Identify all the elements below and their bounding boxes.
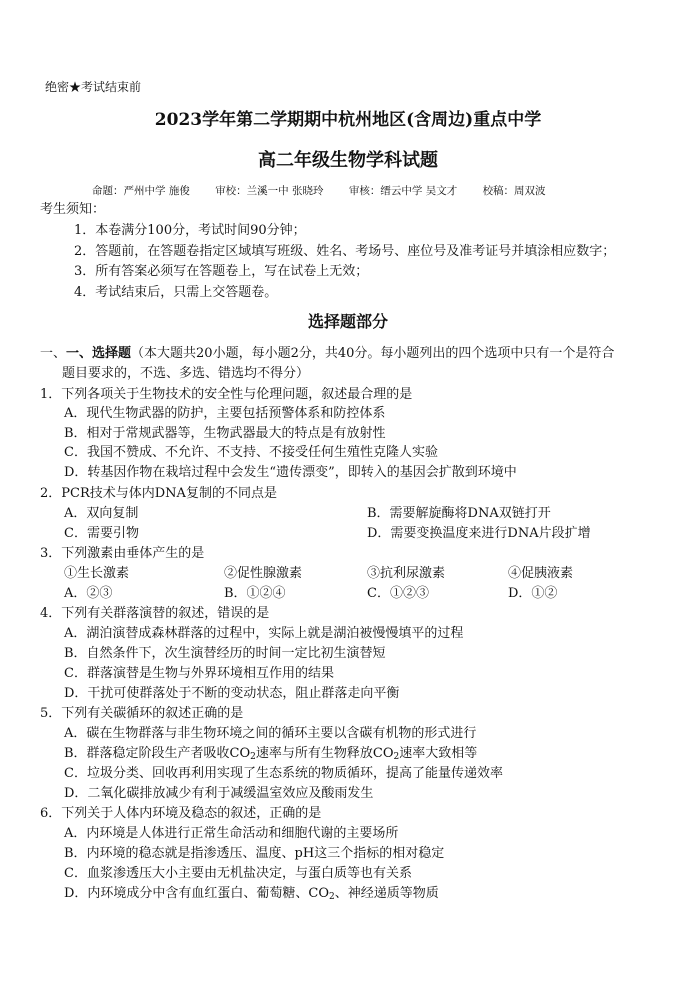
- credits-line: [92, 182, 568, 200]
- part-text-continued: 题目要求的，不选、多选、错选均不得分）: [62, 366, 310, 381]
- option-a: A．内环境是人体进行正常生命活动和细胞代谢的主要场所: [64, 826, 399, 841]
- option-a: A．双向复制: [64, 506, 139, 521]
- option-c: C．需要引物: [64, 526, 139, 541]
- notice-item: 4．考试结束后，只需上交答题卷。: [74, 285, 278, 300]
- option-b: B．自然条件下，次生演替经历的时间一定比初生演替短: [64, 646, 386, 661]
- credit-author: 命题：严州中学 施俊: [92, 185, 190, 197]
- option-c: C．血浆渗透压大小主要由无机盐决定，与蛋白质等也有关系: [64, 866, 412, 881]
- credit-reviewer: 审校：兰溪一中 张晓玲: [215, 185, 324, 197]
- question-stem: 3．下列激素由垂体产生的是: [40, 546, 205, 561]
- option-d: D．需要变换温度来进行DNA片段扩增: [367, 526, 591, 541]
- option-b: B．群落稳定阶段生产者吸收$CO_2$速率与所有生物释放$CO_2$速率大致相等: [64, 746, 478, 762]
- option-c: C．垃圾分类、回收再利用实现了生态系统的物质循环，提高了能量传递效率: [64, 766, 503, 781]
- option-d: D．①②: [508, 586, 558, 601]
- choice-item: ③抗利尿激素: [367, 566, 446, 581]
- option-c: C．我国不赞成、不允许、不支持、不接受任何生殖性克隆人实验: [64, 445, 438, 460]
- option-a: A．湖泊演替成森林群落的过程中，实际上就是湖泊被慢慢填平的过程: [64, 626, 464, 641]
- option-d: D．转基因作物在栽培过程中会发生“遗传漂变”，即转入的基因会扩散到环境中: [64, 465, 517, 480]
- choice-item: ①生长激素: [64, 566, 130, 581]
- credit-checker: 审核：缙云中学 吴文才: [348, 185, 458, 197]
- option-d: D．干扰可使群落处于不断的变动状态，阻止群落走向平衡: [64, 686, 400, 701]
- notice-item: 2．答题前，在答题卷指定区域填写班级、姓名、考场号、座位号及准考证号并填涂相应数字；: [74, 244, 616, 259]
- notice-item: 1．本卷满分100分，考试时间90分钟；: [74, 223, 306, 238]
- option-a: A．现代生物武器的防护，主要包括预警体系和防控体系: [64, 406, 386, 421]
- credit-proofreader: 校稿：周双波: [482, 185, 546, 197]
- choice-item: ④促胰液素: [508, 566, 574, 581]
- option-d: D．内环境成分中含有血红蛋白、葡萄糖、$CO_2$、神经递质等物质: [64, 886, 439, 902]
- part-intro: 一、一、选择题（本大题共20小题，每小题2分，共40分。每小题列出的四个选项中只有一个是符合: [40, 346, 615, 361]
- question-stem: 2．PCR技术与体内DNA复制的不同点是: [40, 486, 277, 501]
- question-stem: 5．下列有关碳循环的叙述正确的是: [40, 706, 244, 721]
- question-stem: 4．下列有关群落演替的叙述，错误的是: [40, 606, 270, 621]
- option-d: D．二氧化碳排放减少有利于减缓温室效应及酸雨发生: [64, 786, 374, 801]
- option-b: B．相对于常规武器等，生物武器最大的特点是有放射性: [64, 426, 386, 441]
- option-b: B．需要解旋酶将DNA双链打开: [367, 506, 551, 521]
- notice-item: 3．所有答案必须写在答题卷上，写在试卷上无效；: [74, 264, 369, 279]
- option-c: C．①②③: [367, 586, 429, 601]
- option-b: B．①②④: [224, 586, 286, 601]
- question-stem: 6．下列关于人体内环境及稳态的叙述，正确的是: [40, 806, 322, 821]
- option-a: A．②③: [64, 586, 113, 601]
- option-b: B．内环境的稳态就是指渗透压、温度、pH这三个指标的相对稳定: [64, 846, 445, 861]
- exam-subtitle: 高二年级生物学科试题: [258, 150, 438, 171]
- exam-title: 2023学年第二学期期中杭州地区(含周边)重点中学: [154, 110, 542, 130]
- question-stem: 1．下列各项关于生物技术的安全性与伦理问题，叙述最合理的是: [40, 387, 413, 402]
- choice-item: ②促性腺激素: [224, 566, 303, 581]
- part-text: （本大题共20小题，每小题2分，共40分。每小题列出的四个选项中只有一个是符合: [131, 346, 615, 361]
- option-c: C．群落演替是生物与外界环境相互作用的结果: [64, 666, 334, 681]
- option-a: A．碳在生物群落与非生物环境之间的循环主要以含碳有机物的形式进行: [64, 726, 477, 741]
- part-label: 一、选择题: [66, 346, 132, 361]
- section-title: 选择题部分: [307, 312, 388, 331]
- secret-label: 绝密★考试结束前: [45, 80, 142, 94]
- notice-heading: 考生须知：: [40, 202, 106, 217]
